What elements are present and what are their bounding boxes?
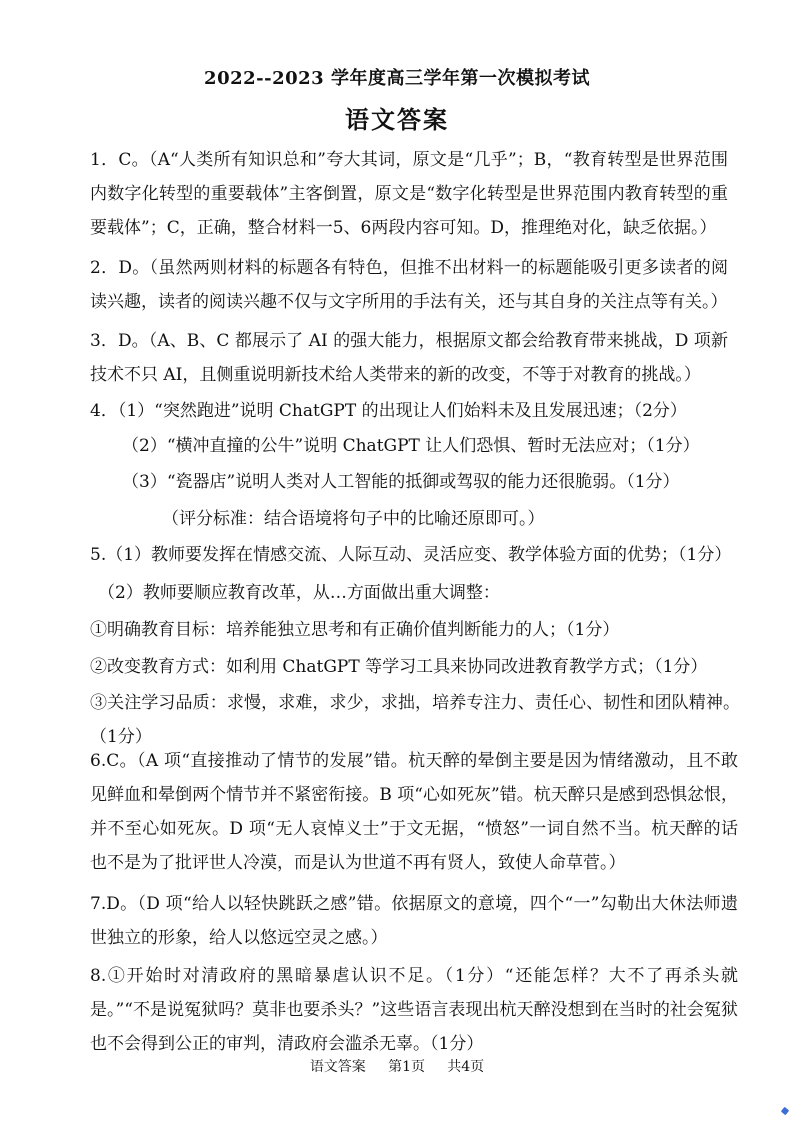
answer-1: 1．C。（A“人类所有知识总和”夸大其词，原文是“几乎”；B，“教育转型是世界范围内数字化转型的重要载体”主客倒置，原文是“数字化转型是世界范围内教育转型的重要载体”；C，正确，整合材料一5、6两段内容可知。D，推理绝对化，缺乏依据。） bbox=[90, 150, 728, 238]
answer-5-part-2: （2）教师要顺应教育改革，从…方面做出重大调整： bbox=[98, 583, 500, 603]
answer-4-part-3: （3）“瓷器店”说明人类对人工智能的抵御或驾驭的能力还很脆弱。（1分） bbox=[122, 472, 680, 492]
answer-2: 2．D。（虽然两则材料的标题各有特色，但推不出材料一的标题能吸引更多读者的阅读兴趣，读者的阅读兴趣不仅与文字所用的手法有关，还与其自身的关注点等有关。） bbox=[90, 258, 728, 312]
answer-5-part-1: 5.（1）教师要发挥在情感交流、人际互动、灵活应变、教学体验方面的优势；（1分） bbox=[90, 545, 732, 565]
subject-title: 语文答案 bbox=[345, 105, 449, 134]
footer-total-pages: 共4页 bbox=[447, 1059, 485, 1075]
answer-4-part-2: （2）“横冲直撞的公牛”说明 ChatGPT 让人们恐惧、暂时无法应对；（1分） bbox=[122, 436, 700, 456]
answer-4-part-1: 4．（1）“突然跑进”说明 ChatGPT 的出现让人们始料未及且发展迅速；（2分） bbox=[90, 401, 687, 421]
page-footer bbox=[0, 1056, 794, 1076]
exam-title: 2022--2023 学年度高三学年第一次模拟考试 bbox=[204, 68, 590, 89]
footer-page-number: 第1页 bbox=[388, 1059, 425, 1075]
answer-3: 3．D。（A、B、C 都展示了 AI 的强大能力，根据原文都会给教育带来挑战，D 项新技术不只 AI，且侧重说明新技术给人类带来的新的改变，不等于对教育的挑战。） bbox=[90, 331, 728, 385]
answer-6: 6.C。（A 项“直接推动了情节的发展”错。杭天醉的晕倒主要是因为情绪激动，且不敢见鲜血和晕倒两个情节并不紧密衔接。B 项“心如死灰”错。杭天醉只是感到恐惧忿恨，并不至心如死灰。D 项“无人哀悼义士”于文无据，“愤怒”一词自然不当。杭天醉的话也不是为了批评世人冷漠，而是认为世道不再有贤人，致使人命草菅。） bbox=[90, 751, 738, 873]
scan-mark-icon bbox=[781, 1107, 789, 1115]
answer-5-item-2: ②改变教育方式：如利用 ChatGPT 等学习工具来协同改进教育教学方式；（1分） bbox=[90, 657, 708, 677]
answer-8: 8.①开始时对清政府的黑暗暴虐认识不足。（1分）“还能怎样？大不了再杀头就是。”“不是说冤狱吗？莫非也要杀头？”这些语言表现出杭天醉没想到在当时的社会冤狱也不会得到公正的审判，清政府会滥杀无辜。（1分） bbox=[90, 966, 738, 1054]
footer-subject: 语文答案 bbox=[309, 1059, 366, 1075]
answer-5-item-1: ①明确教育目标：培养能独立思考和有正确价值判断能力的人；（1分） bbox=[90, 620, 620, 640]
answer-5-item-3: ③关注学习品质：求慢，求难，求少，求拙，培养专注力、责任心、韧性和团队精神。（1分） bbox=[90, 693, 740, 747]
answer-4-scoring-note: （评分标准：结合语境将句子中的比喻还原即可。） bbox=[162, 509, 545, 529]
answer-7: 7.D。（D 项“给人以轻快跳跃之感”错。依据原文的意境，四个“一”勾勒出大休法师遗世独立的形象，给人以悠远空灵之感。） bbox=[90, 894, 738, 948]
